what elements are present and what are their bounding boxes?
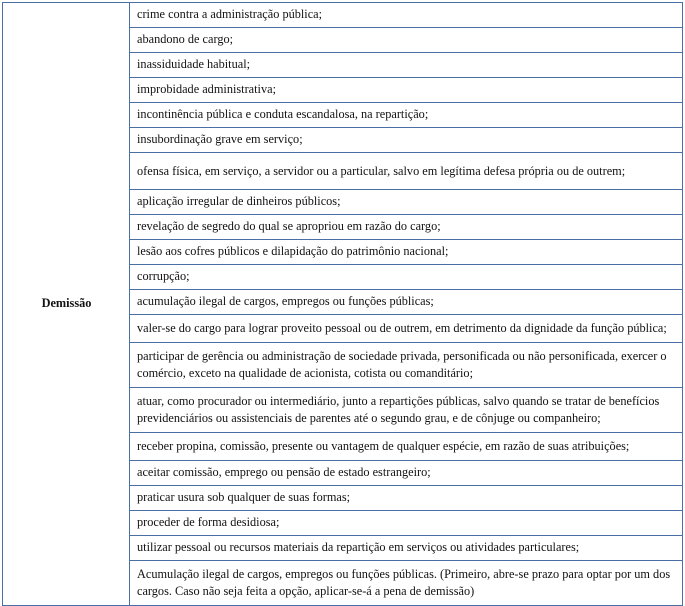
penalty-label-cell: Demissão	[3, 3, 130, 606]
penalty-item: receber propina, comissão, presente ou vantagem de qualquer espécie, em razão de suas atribuições;	[130, 432, 683, 460]
penalty-item: insubordinação grave em serviço;	[130, 128, 683, 153]
penalty-item: atuar, como procurador ou intermediário, junto a repartições públicas, salvo quando se tratar de benefícios previdenciários ou assistenciais de parentes até o segundo grau, e de cônjuge ou companheiro;	[130, 387, 683, 432]
penalty-item: revelação de segredo do qual se apropriou em razão do cargo;	[130, 215, 683, 240]
penalties-table	[2, 2, 683, 606]
table-body	[3, 3, 683, 606]
penalty-item: crime contra a administração pública;	[130, 3, 683, 28]
penalty-item: corrupção;	[130, 265, 683, 290]
penalty-item: incontinência pública e conduta escandalosa, na repartição;	[130, 103, 683, 128]
penalty-item: participar de gerência ou administração de sociedade privada, personificada ou não personificada, exercer o comércio, exceto na qualidade de acionista, cotista ou comanditário;	[130, 342, 683, 387]
table-row	[3, 3, 683, 28]
penalty-item: aplicação irregular de dinheiros públicos;	[130, 190, 683, 215]
penalty-item: abandono de cargo;	[130, 28, 683, 53]
penalty-item: aceitar comissão, emprego ou pensão de estado estrangeiro;	[130, 460, 683, 485]
penalty-item: improbidade administrativa;	[130, 78, 683, 103]
penalty-item: praticar usura sob qualquer de suas formas;	[130, 485, 683, 510]
penalty-item: utilizar pessoal ou recursos materiais da repartição em serviços ou atividades particulares;	[130, 535, 683, 560]
penalty-item: ofensa física, em serviço, a servidor ou a particular, salvo em legítima defesa própria ou de outrem;	[130, 153, 683, 190]
penalty-item: inassiduidade habitual;	[130, 53, 683, 78]
penalty-item: Acumulação ilegal de cargos, empregos ou funções públicas. (Primeiro, abre-se prazo para optar por um dos cargos. Caso não seja feita a opção, aplicar-se-á a pena de demissão)	[130, 560, 683, 605]
penalty-item: lesão aos cofres públicos e dilapidação do patrimônio nacional;	[130, 240, 683, 265]
penalty-item: valer-se do cargo para lograr proveito pessoal ou de outrem, em detrimento da dignidade da função pública;	[130, 315, 683, 343]
penalty-item: proceder de forma desidiosa;	[130, 510, 683, 535]
penalty-item: acumulação ilegal de cargos, empregos ou funções públicas;	[130, 290, 683, 315]
